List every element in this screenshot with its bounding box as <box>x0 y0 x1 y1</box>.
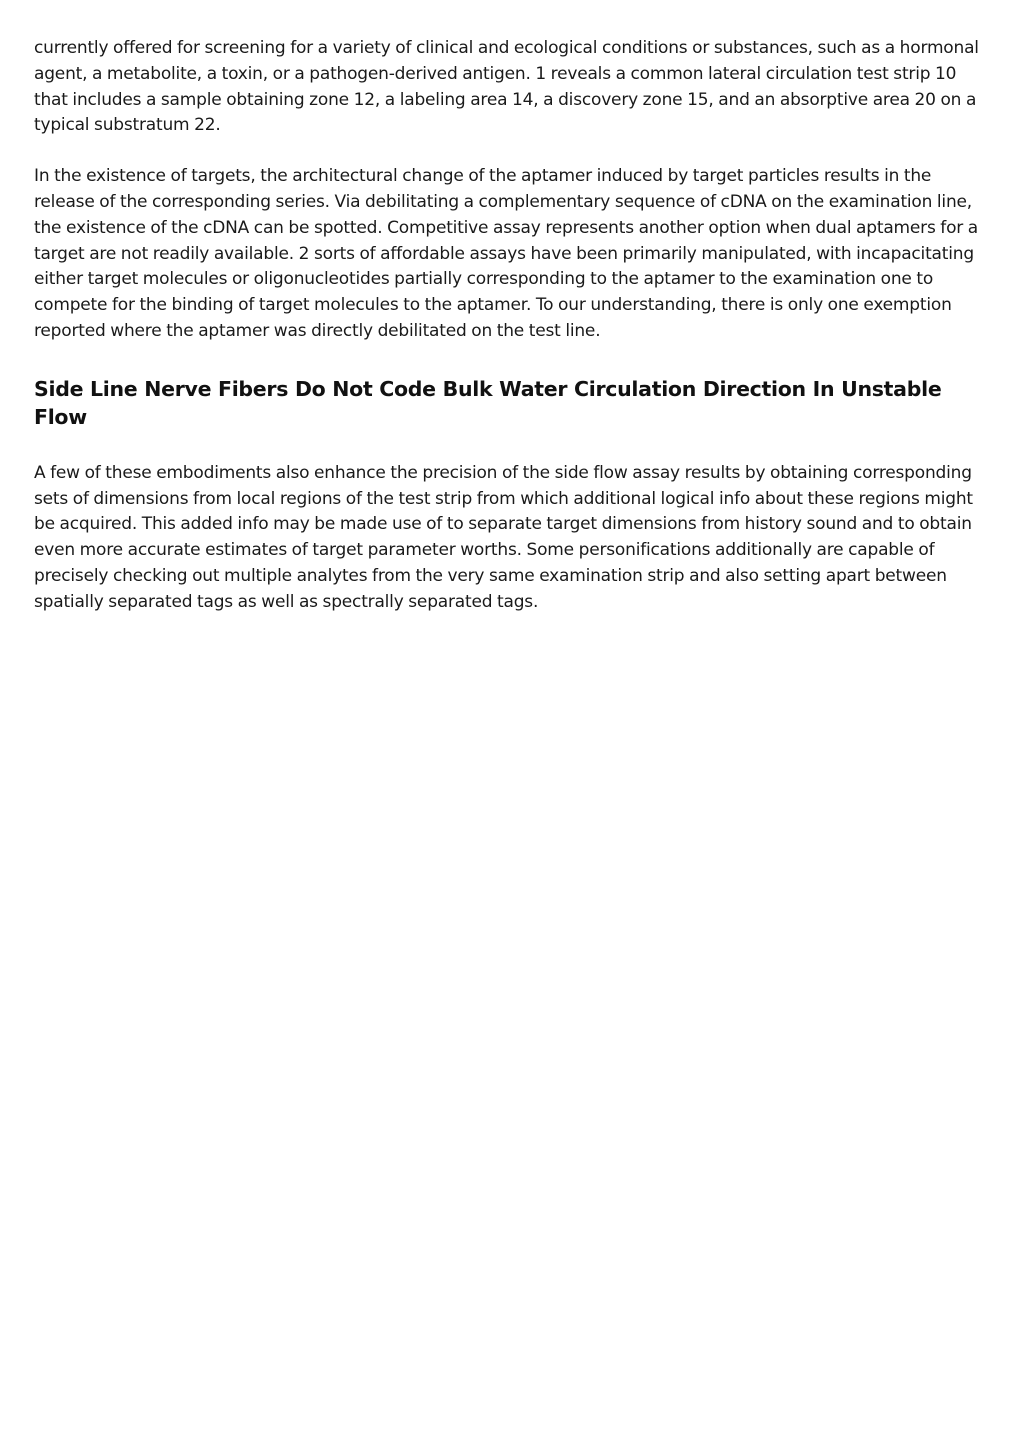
document-body <box>34 36 994 616</box>
paragraph-1: currently offered for screening for a variety of clinical and ecological conditions or substances, such as a hormonal agent, a metabolite, a toxin, or a pathogen-derived antigen. 1 reveals a common lateral circulation test strip 10 that includes a sample obtaining zone 12, a labeling area 14, a discovery zone 15, and an absorptive area 20 on a typical substratum 22. <box>34 38 979 136</box>
section-heading: Side Line Nerve Fibers Do Not Code Bulk Water Circulation Direction In Unstable Flow <box>34 376 942 429</box>
paragraph-2: In the existence of targets, the architectural change of the aptamer induced by target particles results in the release of the corresponding series. Via debilitating a complementary sequence of cDNA on the examination line, the existence of the cDNA can be spotted. Competitive assay represents another option when dual aptamers for a target are not readily available. 2 sorts of affordable assays have been primarily manipulated, with incapacitating either target molecules or oligonucleotides partially corresponding to the aptamer to the examination one to compete for the binding of target molecules to the aptamer. To our understanding, there is only one exemption reported where the aptamer was directly debilitated on the test line. <box>34 166 979 341</box>
paragraph-3: A few of these embodiments also enhance the precision of the side flow assay results by obtaining corresponding sets of dimensions from local regions of the test strip from which additional logical info about these regions might be acquired. This added info may be made use of to separate target dimensions from history sound and to obtain even more accurate estimates of target parameter worths. Some personifications additionally are capable of precisely checking out multiple analytes from the very same examination strip and also setting apart between spatially separated tags as well as spectrally separated tags. <box>34 462 973 612</box>
